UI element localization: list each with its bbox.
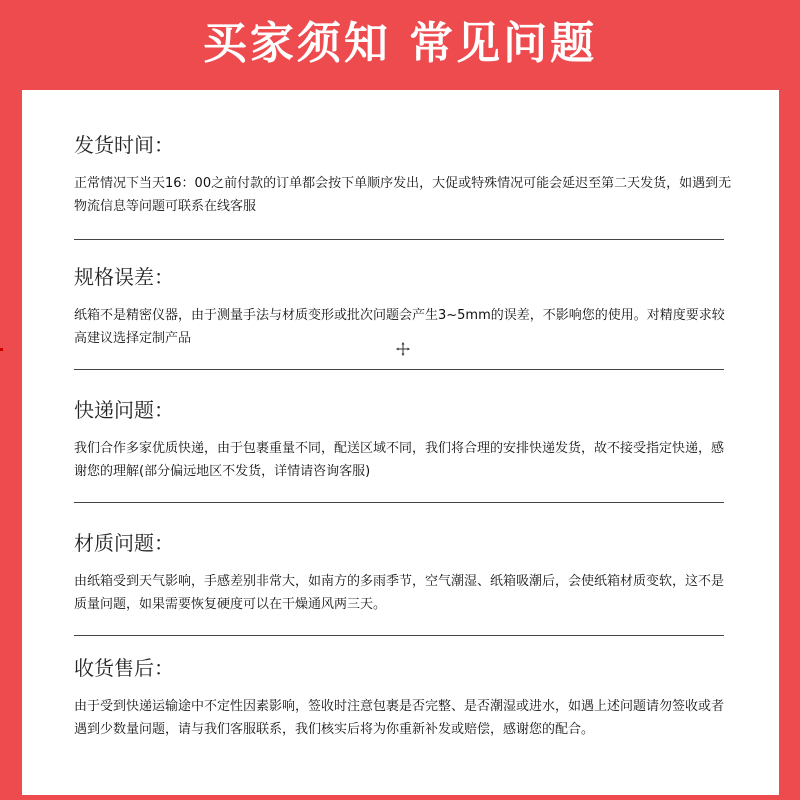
section-heading: 收货售后： <box>74 656 174 680</box>
section-heading: 材质问题： <box>74 531 174 555</box>
divider <box>74 502 724 503</box>
section-size-tolerance <box>74 264 734 350</box>
page-title: 买家须知 常见问题 <box>202 18 598 69</box>
move-cursor-icon <box>396 342 410 356</box>
section-heading: 快递问题： <box>74 398 174 422</box>
section-courier <box>74 397 734 483</box>
edge-mark <box>0 348 3 351</box>
section-heading: 发货时间： <box>74 133 174 157</box>
section-body: 纸箱不是精密仪器，由于测量手法与材质变形或批次问题会产生3~5mm的误差，不影响您的使用。对精度要求较高建议选择定制产品 <box>74 308 725 346</box>
section-body: 由于受到快递运输途中不定性因素影响，签收时注意包裹是否完整、是否潮湿或进水，如遇上述问题请勿签收或者遇到少数量问题，请与我们客服联系，我们核实后将为你重新补发或赔偿，感谢您的配合。 <box>74 699 725 737</box>
divider <box>74 635 724 636</box>
divider <box>74 239 724 240</box>
section-shipping-time <box>74 132 734 218</box>
section-body: 正常情况下当天16：00之前付款的订单都会按下单顺序发出，大促或特殊情况可能会延迟至第二天发货，如遇到无物流信息等问题可联系在线客服 <box>74 176 732 214</box>
faq-panel <box>22 90 779 795</box>
section-after-sales <box>74 655 734 741</box>
section-body: 由纸箱受到天气影响，手感差别非常大，如南方的多雨季节，空气潮湿、纸箱吸潮后，会使纸箱材质变软，这不是质量问题，如果需要恢复硬度可以在干燥通风两三天。 <box>74 574 725 612</box>
divider <box>74 369 724 370</box>
section-body: 我们合作多家优质快递，由于包裹重量不同，配送区域不同，我们将合理的安排快递发货，故不接受指定快递，感谢您的理解(部分偏远地区不发货，详情请咨询客服) <box>74 441 725 479</box>
section-heading: 规格误差： <box>74 265 174 289</box>
section-material <box>74 530 734 616</box>
